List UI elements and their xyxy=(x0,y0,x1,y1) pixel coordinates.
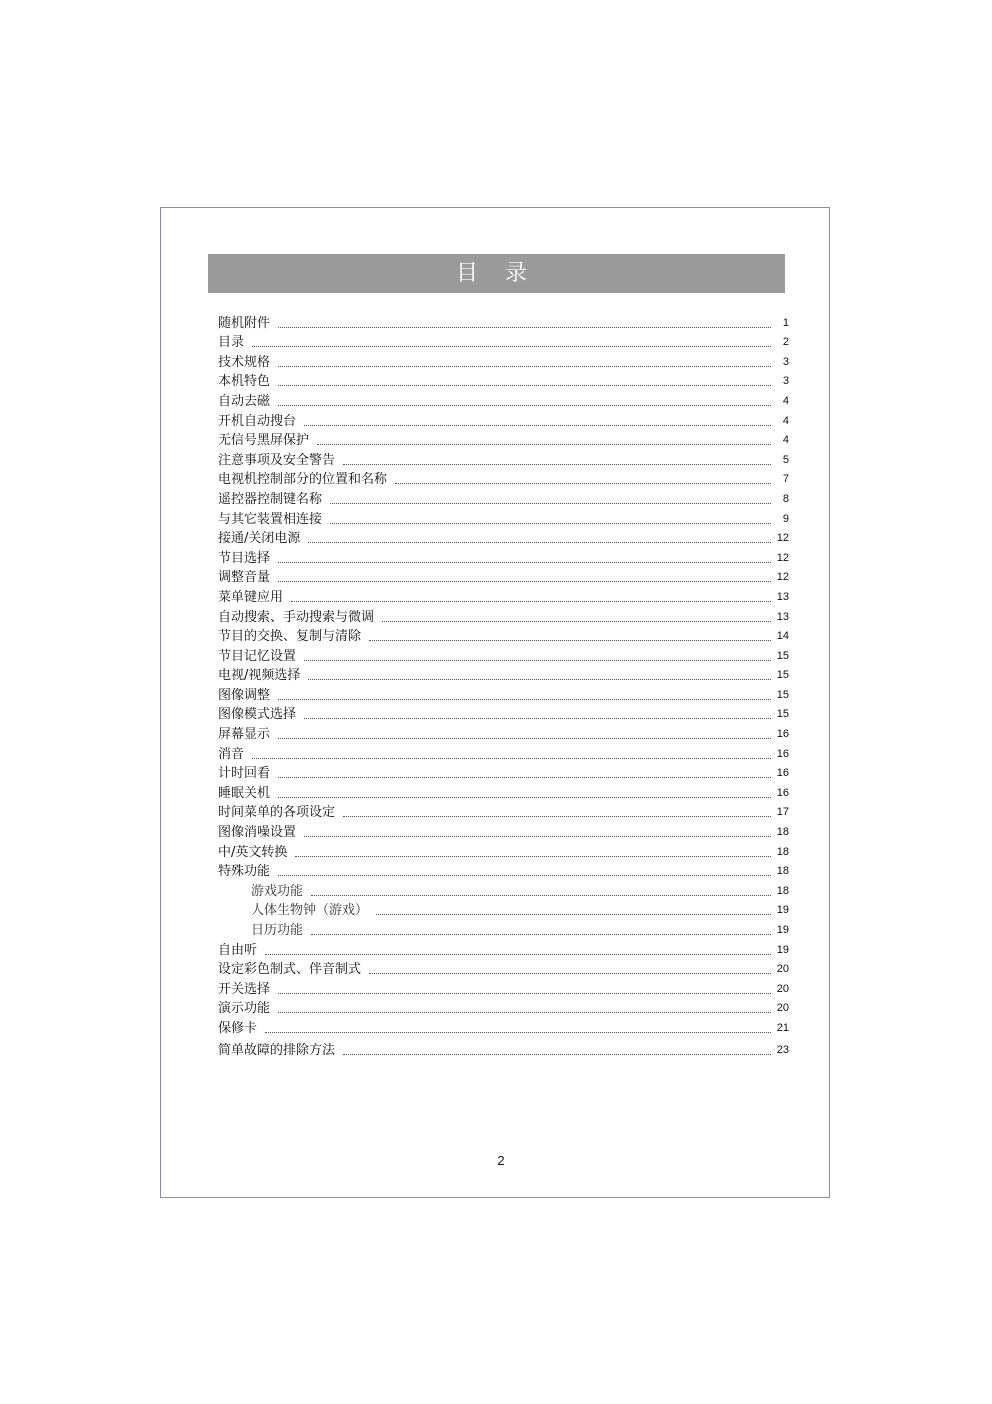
toc-entry-page: 18 xyxy=(776,865,789,878)
dot-leader xyxy=(278,875,771,876)
dot-leader xyxy=(278,366,771,367)
dot-leader xyxy=(317,444,771,445)
toc-entry[interactable] xyxy=(218,626,789,646)
toc-entry[interactable] xyxy=(218,371,789,391)
dot-leader xyxy=(343,1054,771,1055)
dot-leader xyxy=(278,385,771,386)
toc-entry-label: 调整音量 xyxy=(218,570,271,586)
toc-entry-label: 图像调整 xyxy=(218,687,271,703)
toc-entry-page: 14 xyxy=(776,630,789,643)
toc-entry-label: 游戏功能 xyxy=(251,883,304,899)
toc-entry[interactable] xyxy=(218,1017,789,1037)
toc-entry-page: 19 xyxy=(776,904,789,917)
dot-leader xyxy=(395,483,771,484)
toc-entry-page: 15 xyxy=(776,669,789,682)
toc-entry-label: 自动去磁 xyxy=(218,393,271,409)
toc-entry[interactable] xyxy=(218,763,789,783)
toc-entry-label: 图像消噪设置 xyxy=(218,825,297,841)
toc-entry-page: 16 xyxy=(776,747,789,760)
dot-leader xyxy=(278,738,771,739)
dot-leader xyxy=(278,327,771,328)
toc-entry-page: 13 xyxy=(776,610,789,623)
toc-entry-label: 与其它装置相连接 xyxy=(218,511,323,527)
toc-entry-label: 设定彩色制式、伴音制式 xyxy=(218,962,362,978)
toc-entry-page: 4 xyxy=(782,414,789,427)
toc-entry-page: 20 xyxy=(776,982,789,995)
dot-leader xyxy=(304,425,771,426)
toc-entry[interactable] xyxy=(218,684,789,704)
toc-entry-label: 无信号黑屏保护 xyxy=(218,433,310,449)
toc-entry-page: 15 xyxy=(776,649,789,662)
toc-entry[interactable] xyxy=(218,998,789,1018)
toc-entry-label: 图像模式选择 xyxy=(218,707,297,723)
toc-entry-page: 12 xyxy=(776,571,789,584)
toc-entry-page: 18 xyxy=(776,845,789,858)
toc-entry[interactable] xyxy=(218,704,789,724)
toc-entry[interactable] xyxy=(218,821,789,841)
dot-leader xyxy=(382,621,771,622)
toc-entry[interactable] xyxy=(218,332,789,352)
dot-leader xyxy=(304,718,771,719)
toc-entry-label: 电视机控制部分的位置和名称 xyxy=(218,472,388,488)
toc-entry-page: 17 xyxy=(776,806,789,819)
toc-entry[interactable] xyxy=(218,528,789,548)
toc-entry-label: 开机自动搜台 xyxy=(218,413,297,429)
dot-leader xyxy=(278,777,771,778)
toc-entry[interactable] xyxy=(218,410,789,430)
dot-leader xyxy=(311,895,771,896)
toc-entry-page: 16 xyxy=(776,786,789,799)
toc-entry-label: 遥控器控制键名称 xyxy=(218,491,323,507)
toc-entry-label: 演示功能 xyxy=(218,1001,271,1017)
toc-entry-page: 3 xyxy=(782,375,789,388)
toc-entry[interactable] xyxy=(218,449,789,469)
toc-entry-label: 简单故障的排除方法 xyxy=(218,1042,336,1058)
toc-entry[interactable] xyxy=(218,665,789,685)
dot-leader xyxy=(330,523,771,524)
toc-entry-label: 接通/关闭电源 xyxy=(218,531,301,547)
dot-leader xyxy=(343,816,771,817)
toc-entry-page: 12 xyxy=(776,532,789,545)
toc-entry[interactable] xyxy=(218,586,789,606)
toc-subentry[interactable] xyxy=(218,900,789,920)
toc-entry-page: 20 xyxy=(776,963,789,976)
toc-entry-page: 23 xyxy=(776,1043,789,1056)
dot-leader xyxy=(304,660,771,661)
toc-entry[interactable] xyxy=(218,959,789,979)
toc-entry[interactable] xyxy=(218,606,789,626)
toc-entry-label: 时间菜单的各项设定 xyxy=(218,805,336,821)
toc-subentry[interactable] xyxy=(218,880,789,900)
dot-leader xyxy=(278,405,771,406)
dot-leader xyxy=(278,581,771,582)
toc-entry-page: 5 xyxy=(782,453,789,466)
toc-entry-label: 中/英文转换 xyxy=(218,844,288,860)
toc-entry[interactable] xyxy=(218,488,789,508)
toc-entry-page: 13 xyxy=(776,590,789,603)
dot-leader xyxy=(376,914,771,915)
toc-entry-page: 12 xyxy=(776,551,789,564)
toc-entry-label: 节目选择 xyxy=(218,550,271,566)
toc-entry-page: 2 xyxy=(782,336,789,349)
toc-entry-label: 人体生物钟（游戏） xyxy=(251,903,369,919)
toc-entry-page: 4 xyxy=(782,394,789,407)
toc-entry-page: 3 xyxy=(782,355,789,368)
toc-entry-label: 消音 xyxy=(218,746,245,762)
dot-leader xyxy=(278,993,771,994)
toc-entry-label: 菜单键应用 xyxy=(218,589,284,605)
page-number: 2 xyxy=(497,1153,505,1168)
toc-entry-page: 9 xyxy=(782,512,789,525)
toc-entry-label: 注意事项及安全警告 xyxy=(218,452,336,468)
dot-leader xyxy=(295,856,770,857)
toc-entry-label: 保修卡 xyxy=(218,1020,258,1036)
dot-leader xyxy=(278,699,771,700)
toc-entry[interactable] xyxy=(218,723,789,743)
toc-entry-label: 自动搜索、手动搜索与微调 xyxy=(218,609,375,625)
toc-entry-page: 19 xyxy=(776,943,789,956)
toc-entry[interactable] xyxy=(218,430,789,450)
dot-leader xyxy=(252,758,771,759)
toc-entry-label: 日历功能 xyxy=(251,923,304,938)
dot-leader xyxy=(311,934,771,935)
toc-entry[interactable] xyxy=(218,861,789,881)
toc-entry[interactable] xyxy=(218,802,789,822)
toc-entry[interactable] xyxy=(218,1037,789,1059)
toc-entry-page: 16 xyxy=(776,767,789,780)
toc-entry[interactable] xyxy=(218,782,789,802)
toc-entry-label: 自由听 xyxy=(218,942,258,958)
toc-entry[interactable] xyxy=(218,351,789,371)
toc-entry-label: 目录 xyxy=(218,335,245,351)
toc-entry[interactable] xyxy=(218,743,789,763)
toc-entry-page: 8 xyxy=(782,492,789,505)
toc-entry-label: 电视/视频选择 xyxy=(218,668,301,684)
dot-leader xyxy=(343,464,771,465)
dot-leader xyxy=(278,562,771,563)
toc-entry-label: 节目的交换、复制与清除 xyxy=(218,629,362,645)
toc-entry[interactable] xyxy=(218,508,789,528)
dot-leader xyxy=(369,973,771,974)
toc-entry[interactable] xyxy=(218,939,789,959)
dot-leader xyxy=(330,503,771,504)
toc-entry-label: 开关选择 xyxy=(218,981,271,997)
toc-entry[interactable] xyxy=(218,312,789,332)
toc-entry-page: 16 xyxy=(776,728,789,741)
dot-leader xyxy=(308,542,770,543)
toc-entry-page: 19 xyxy=(776,924,789,936)
toc-entry-label: 特殊功能 xyxy=(218,864,271,880)
dot-leader xyxy=(265,954,771,955)
toc-entry-page: 20 xyxy=(776,1002,789,1015)
toc-entry-page: 4 xyxy=(782,434,789,447)
dot-leader xyxy=(252,346,771,347)
toc-entry[interactable] xyxy=(218,390,789,410)
toc-entry[interactable] xyxy=(218,841,789,861)
toc-entry-page: 1 xyxy=(782,316,789,329)
dot-leader xyxy=(369,640,771,641)
toc-entry-page: 7 xyxy=(782,473,789,486)
toc-entry-page: 15 xyxy=(776,688,789,701)
dot-leader xyxy=(291,601,771,602)
toc-entry[interactable] xyxy=(218,978,789,998)
toc-entry-label: 本机特色 xyxy=(218,374,271,390)
toc-entry-page: 21 xyxy=(776,1021,789,1034)
toc-entry-label: 随机附件 xyxy=(218,315,271,331)
toc-entry[interactable] xyxy=(218,567,789,587)
toc-subentry[interactable] xyxy=(218,919,789,939)
toc-entry[interactable] xyxy=(218,469,789,489)
dot-leader xyxy=(265,1032,771,1033)
table-of-contents xyxy=(218,312,789,1059)
toc-entry-label: 节目记忆设置 xyxy=(218,648,297,664)
dot-leader xyxy=(278,1012,771,1013)
dot-leader xyxy=(304,836,771,837)
toc-entry[interactable] xyxy=(218,547,789,567)
toc-entry-label: 技术规格 xyxy=(218,354,271,370)
toc-entry-page: 18 xyxy=(776,884,789,897)
toc-title: 目 录 xyxy=(208,254,785,293)
dot-leader xyxy=(278,797,771,798)
toc-entry-label: 睡眠关机 xyxy=(218,785,271,801)
toc-entry-page: 18 xyxy=(776,826,789,839)
dot-leader xyxy=(308,679,770,680)
toc-entry-label: 计时回看 xyxy=(218,766,271,782)
toc-entry-label: 屏幕显示 xyxy=(218,727,271,743)
toc-entry-page: 15 xyxy=(776,708,789,721)
toc-entry[interactable] xyxy=(218,645,789,665)
